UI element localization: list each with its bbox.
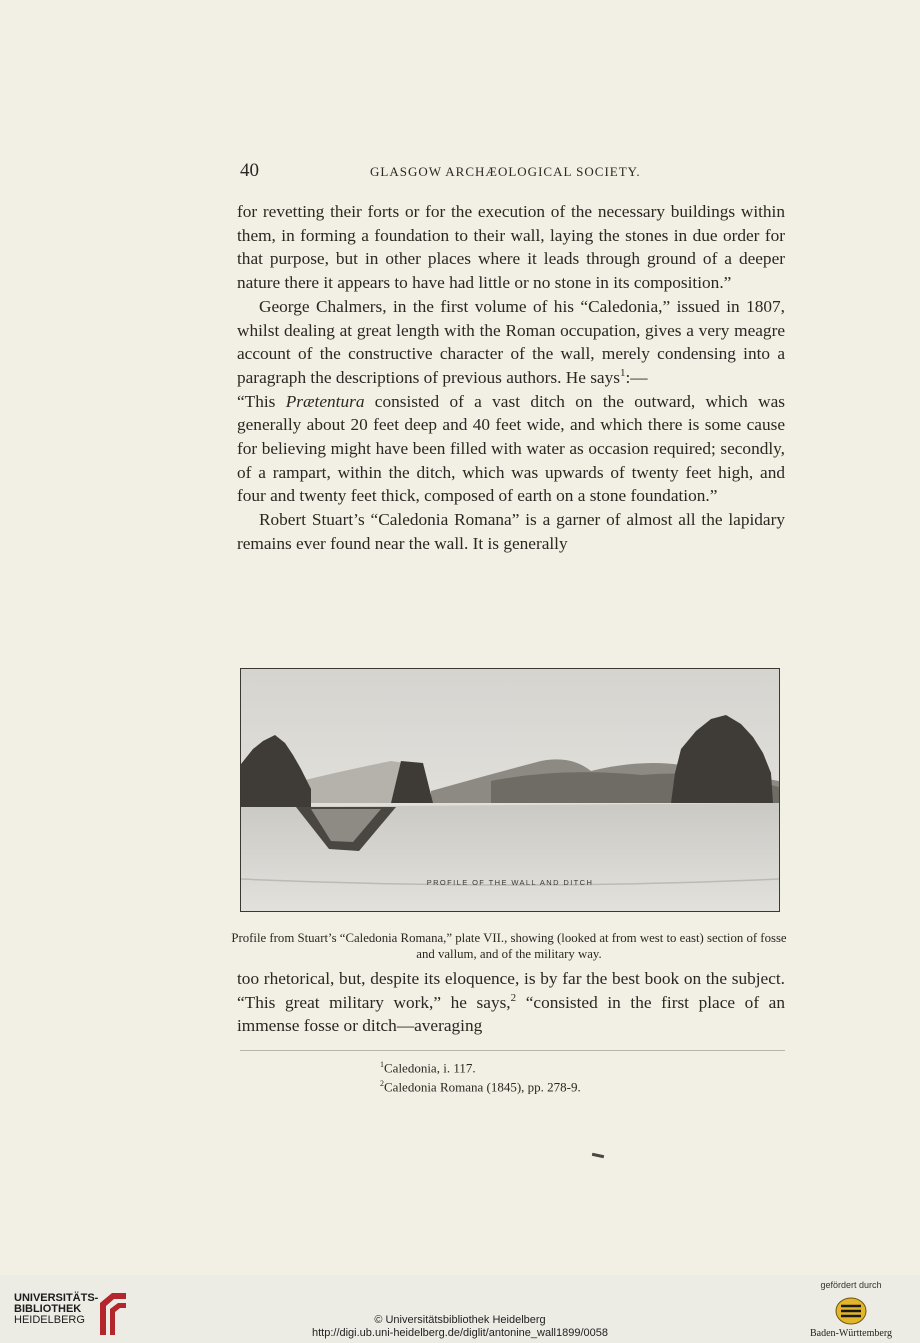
chalmers-text: George Chalmers, in the first volume of his “Caledonia,” issued in 1807, whilst dealing at great length with the Roman occupation, gives a very meagre account of the constructive character of the wall, merely condensing into a paragraph the descriptions of previous authors. He says <box>237 296 785 387</box>
footnote-rule <box>240 1050 785 1051</box>
footnote-1 <box>380 1057 581 1076</box>
copyright-notice <box>250 1314 670 1340</box>
permalink-url[interactable]: http://digi.ub.uni-heidelberg.de/diglit/antonine_wall1899/0058 <box>311 1327 608 1339</box>
text-before-figure <box>237 200 785 556</box>
text-after-figure <box>237 967 785 1038</box>
state-crest-icon <box>834 1296 868 1326</box>
chalmers-dash: :— <box>625 367 648 387</box>
library-line-2: BIBLIOTHEK <box>14 1303 82 1315</box>
wall-ditch-profile-figure <box>240 668 780 912</box>
engraving-illustration <box>241 669 779 911</box>
paragraph-rhetorical <box>237 967 785 1038</box>
rhetorical-end: “consisted in the first place of an immense fosse or ditch—averaging <box>237 992 785 1036</box>
paragraph-quotation <box>237 390 785 509</box>
footnote-2 <box>380 1076 581 1095</box>
quotation-open: “This <box>237 391 286 411</box>
library-emblem-icon <box>96 1289 130 1337</box>
quotation-body: consisted of a vast ditch on the outward, which was generally about 20 feet deep and 40 feet wide, and which there is some cause for believing might have been filled with water as occasion required; secondly, of a rampart, within the ditch, which was upwards of twenty feet high, and four and twenty feet thick, composed of earth on a stone foundation.” <box>237 391 785 506</box>
page-number: 40 <box>240 160 259 181</box>
footnote-text-2: Caledonia Romana (1845), pp. 278-9. <box>384 1079 581 1095</box>
library-line-3: HEIDELBERG <box>14 1314 85 1326</box>
footnote-mark-2: 2 <box>380 1079 384 1089</box>
library-logo[interactable] <box>14 1293 98 1326</box>
paragraph-stuart: Robert Stuart’s “Caledonia Romana” is a garner of almost all the lapidary remains ever found near the wall. It is generally <box>237 510 785 553</box>
funding-notice <box>796 1280 906 1339</box>
footnote-ref-2[interactable]: 2 <box>510 991 517 1004</box>
rhetorical-text: too rhetorical, but, despite its eloquence, is by far the best book on the subject. “This great military work,” he says, <box>237 969 785 1012</box>
paragraph-revetting: for revetting their forts or for the execution of the necessary buildings within them, in forming a foundation to their wall, laying the stones in due order for that purpose, but in other places where it leads through ground of a deeper nature there it appears to have had little or no stone in its composition.” <box>237 202 785 293</box>
footnote-ref-1[interactable]: 1 <box>619 367 626 380</box>
footnote-mark-1: 1 <box>380 1060 384 1069</box>
viewer-footer <box>0 1275 920 1343</box>
printer-mark <box>592 1153 604 1158</box>
funded-by-label: gefördert durch <box>820 1280 882 1290</box>
praetentura-term: Prætentura <box>285 391 365 411</box>
paragraph-chalmers <box>237 295 785 390</box>
funder-name: Baden-Württemberg <box>809 1328 892 1339</box>
figure-caption: Profile from Stuart’s “Caledonia Romana,” plate VII., showing (looked at from west to east) section of fosse and vallum, and of the military way. <box>231 931 787 961</box>
journal-title: GLASGOW ARCHÆOLOGICAL SOCIETY. <box>370 164 641 179</box>
engraved-label: PROFILE OF THE WALL AND DITCH <box>426 878 594 887</box>
footnote-text-1: Caledonia, i. 117. <box>384 1060 476 1076</box>
running-head <box>240 160 785 184</box>
library-line-1: UNIVERSITÄTS- <box>14 1292 99 1304</box>
copyright-text: © Universitätsbibliothek Heidelberg <box>374 1314 546 1326</box>
footnotes <box>380 1057 581 1096</box>
